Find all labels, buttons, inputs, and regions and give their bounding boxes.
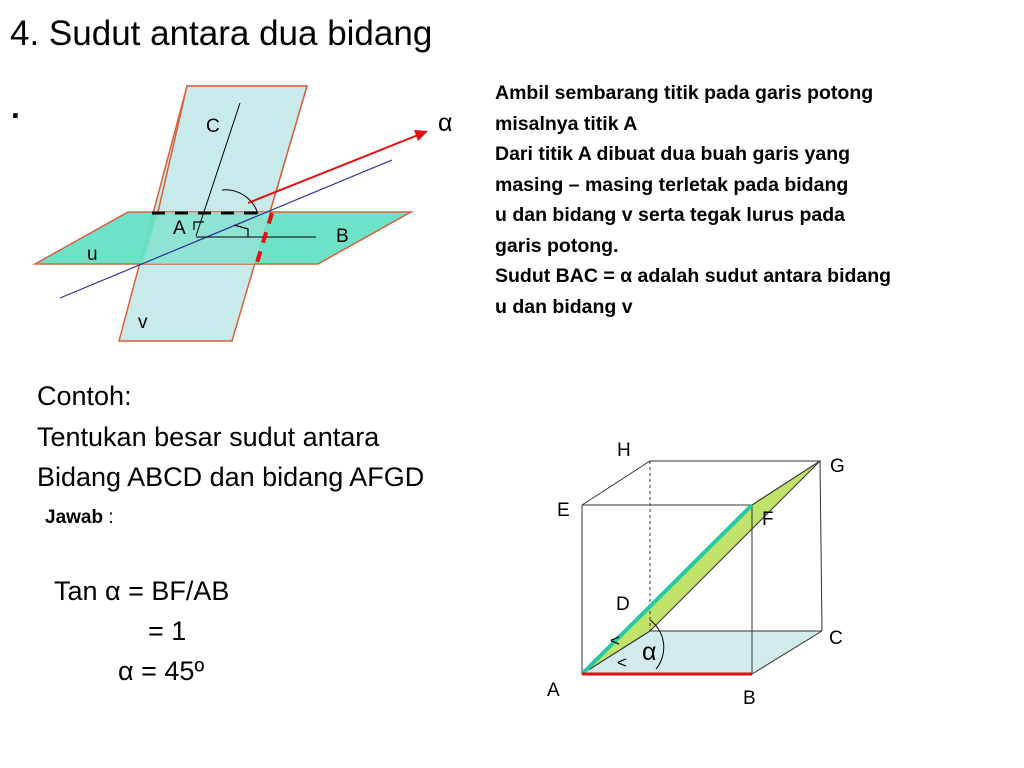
label-alpha-cube: α xyxy=(642,638,657,666)
answer-label-bold: Jawab xyxy=(45,507,104,528)
example-heading xyxy=(37,376,424,498)
label-c-cube: C xyxy=(829,628,843,649)
label-e: E xyxy=(557,500,570,521)
label-b: B xyxy=(336,226,349,247)
angle-mark-1: < xyxy=(610,631,620,650)
plane-v-upper xyxy=(158,86,307,212)
label-a: A xyxy=(173,218,186,239)
bullet-dot: . xyxy=(11,89,20,125)
example-heading-line: Contoh: xyxy=(37,381,132,411)
cube-edge-gc xyxy=(820,461,822,631)
example-heading-line: Tentukan besar sudut antara xyxy=(37,421,380,452)
explanation-line: misalnya titik A xyxy=(495,112,638,135)
explanation-line: garis potong. xyxy=(495,234,619,257)
label-u: u xyxy=(87,244,98,265)
explanation-line: masing – masing terletak pada bidang xyxy=(495,173,849,196)
answer-label-suffix: : xyxy=(103,507,114,528)
angle-mark-2: < xyxy=(617,653,627,672)
explanation-line: u dan bidang v xyxy=(495,295,633,318)
calc-line-1: Tan α = BF/AB xyxy=(54,576,230,606)
slide-title: 4. Sudut antara dua bidang xyxy=(10,14,433,53)
label-g: G xyxy=(830,456,845,477)
explanation-text xyxy=(495,78,891,322)
explanation-line: Ambil sembarang titik pada garis potong xyxy=(495,82,874,104)
explanation-line: Dari titik A dibuat dua buah garis yang xyxy=(495,143,851,165)
answer-label xyxy=(45,504,114,532)
explanation-line: u dan bidang v serta tegak lurus pada xyxy=(495,204,846,226)
label-h: H xyxy=(617,440,631,461)
alpha-arrow-head xyxy=(414,130,428,141)
example-heading-line: Bidang ABCD dan bidang AFGD xyxy=(37,462,425,492)
label-c: C xyxy=(206,116,220,137)
label-b-cube: B xyxy=(743,688,756,709)
calc-line-2: = 1 xyxy=(148,616,187,646)
label-alpha: α xyxy=(438,109,453,137)
label-f: F xyxy=(762,509,774,530)
cube-top-face xyxy=(582,461,820,505)
explanation-line: Sudut BAC = α adalah sudut antara bidang xyxy=(495,265,892,287)
label-v: v xyxy=(138,312,148,333)
label-a-cube: A xyxy=(547,680,560,701)
calc-line-3: α = 45º xyxy=(118,656,205,686)
label-d: D xyxy=(616,594,630,615)
